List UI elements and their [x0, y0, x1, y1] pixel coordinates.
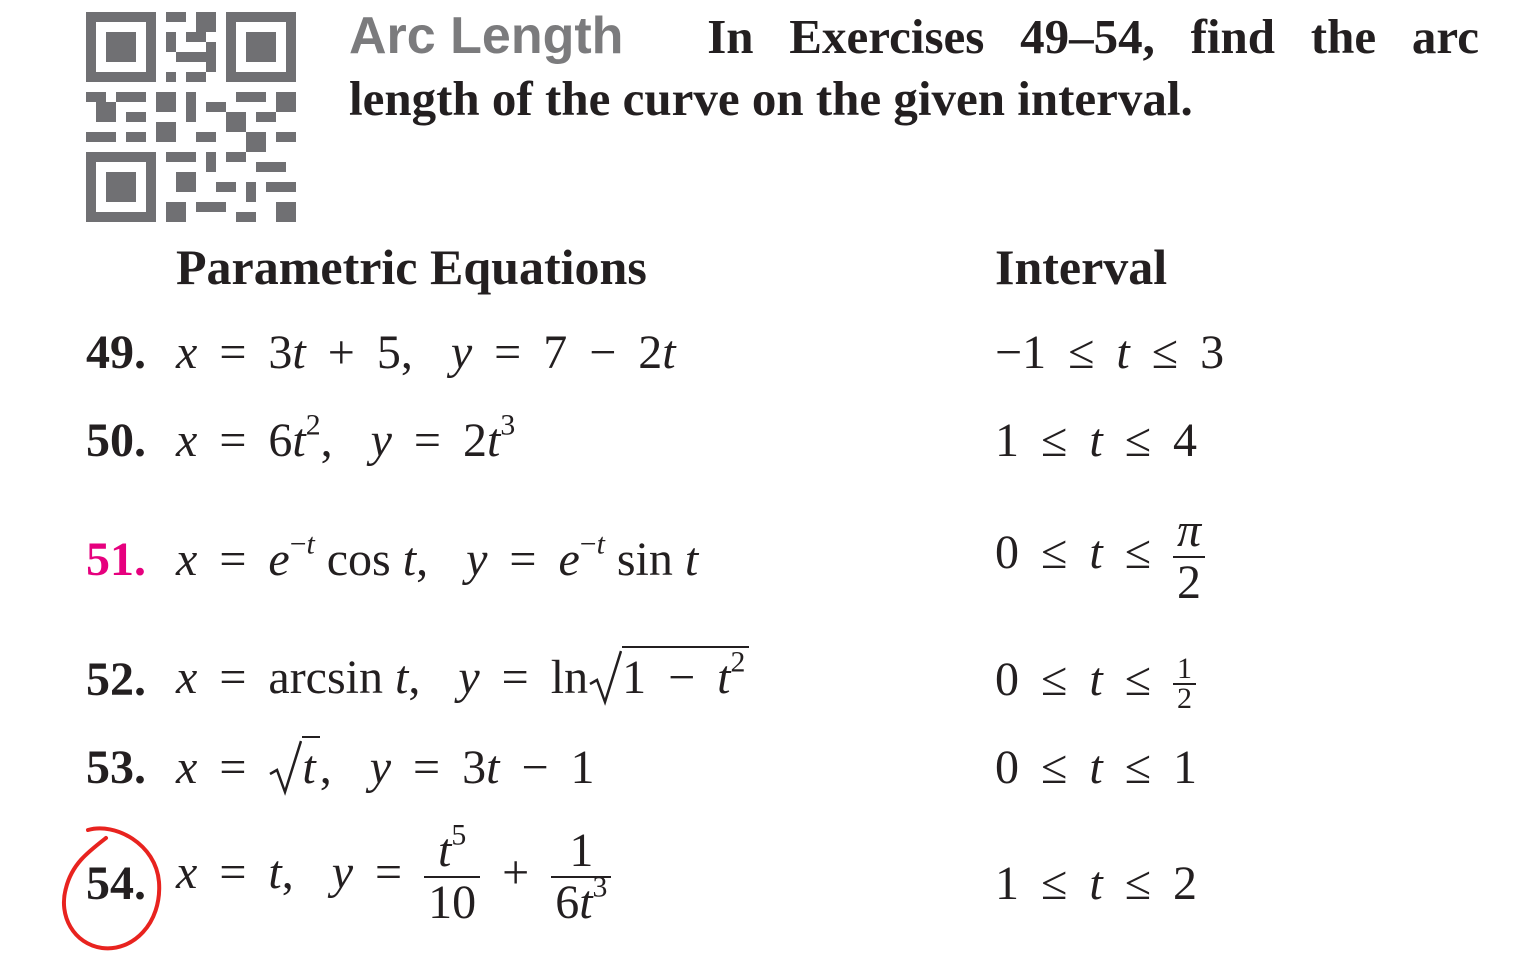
exercise-equations: $x = e^{-t}$ cos t, $y = e^{-t}$ sin t — [176, 527, 699, 586]
fraction: $\frac{\pi}{2}$ — [1173, 506, 1205, 608]
header-word: In — [707, 9, 754, 64]
header-line-2: length of the curve on the given interval. — [349, 71, 1193, 126]
section-title: Arc Length — [349, 7, 624, 65]
header-word: find — [1190, 9, 1276, 64]
exercise-interval: 0 ≤ t ≤ $\frac{1}{2}$ — [995, 652, 1196, 713]
exercise-equations: x = t, y = 3t − 1 — [176, 736, 595, 795]
radical-sign-icon — [268, 740, 302, 796]
exercise-equations: x = arcsin t, y = ln $1 - t^2$ — [176, 646, 749, 705]
exercise-interval: 0 ≤ t ≤ $\frac{\pi}{2}$ — [995, 506, 1205, 608]
exercise-number: 51. — [86, 533, 146, 586]
hand-drawn-circle-icon — [60, 824, 170, 954]
column-heading-equations: Parametric Equations — [176, 239, 647, 295]
exercise-interval: −1 ≤ t ≤ 3 — [995, 326, 1225, 379]
exercise-number: 52. — [86, 653, 146, 706]
header-word: 49–54, — [1020, 9, 1155, 64]
fraction: $\frac{1}{6t^3}$ — [551, 826, 611, 928]
column-heading-interval: Interval — [995, 239, 1168, 295]
header-word: Exercises — [789, 9, 985, 64]
section-header — [349, 6, 1479, 127]
exercise-equations: $x = 6t^2$, $y = 2t^3$ — [176, 408, 516, 467]
square-root: t — [268, 736, 319, 795]
header-word: arc — [1411, 9, 1479, 64]
exercise-equations: x = t, y = $\frac{t^5}{10}$ + $\frac{1}{6t^3}$ — [176, 826, 611, 928]
square-root: $1 - t^2$ — [588, 646, 749, 705]
exercise-interval: 1 ≤ t ≤ 4 — [995, 414, 1198, 467]
header-word: the — [1310, 9, 1377, 64]
exercise-number: 49. — [86, 326, 146, 379]
exercise-number: 50. — [86, 414, 146, 467]
exercise-number: 54. — [86, 857, 146, 910]
qr-code-icon — [86, 12, 296, 222]
radical-sign-icon — [588, 650, 622, 706]
exercise-equations: x = 3t + 5, y = 7 − 2t — [176, 326, 676, 379]
exercise-number: 53. — [86, 741, 146, 794]
exercise-interval: 0 ≤ t ≤ 1 — [995, 741, 1198, 794]
fraction: $\frac{t^5}{10}$ — [424, 826, 480, 928]
fraction: $\frac{1}{2}$ — [1173, 655, 1196, 713]
exercise-interval: 1 ≤ t ≤ 2 — [995, 857, 1198, 910]
